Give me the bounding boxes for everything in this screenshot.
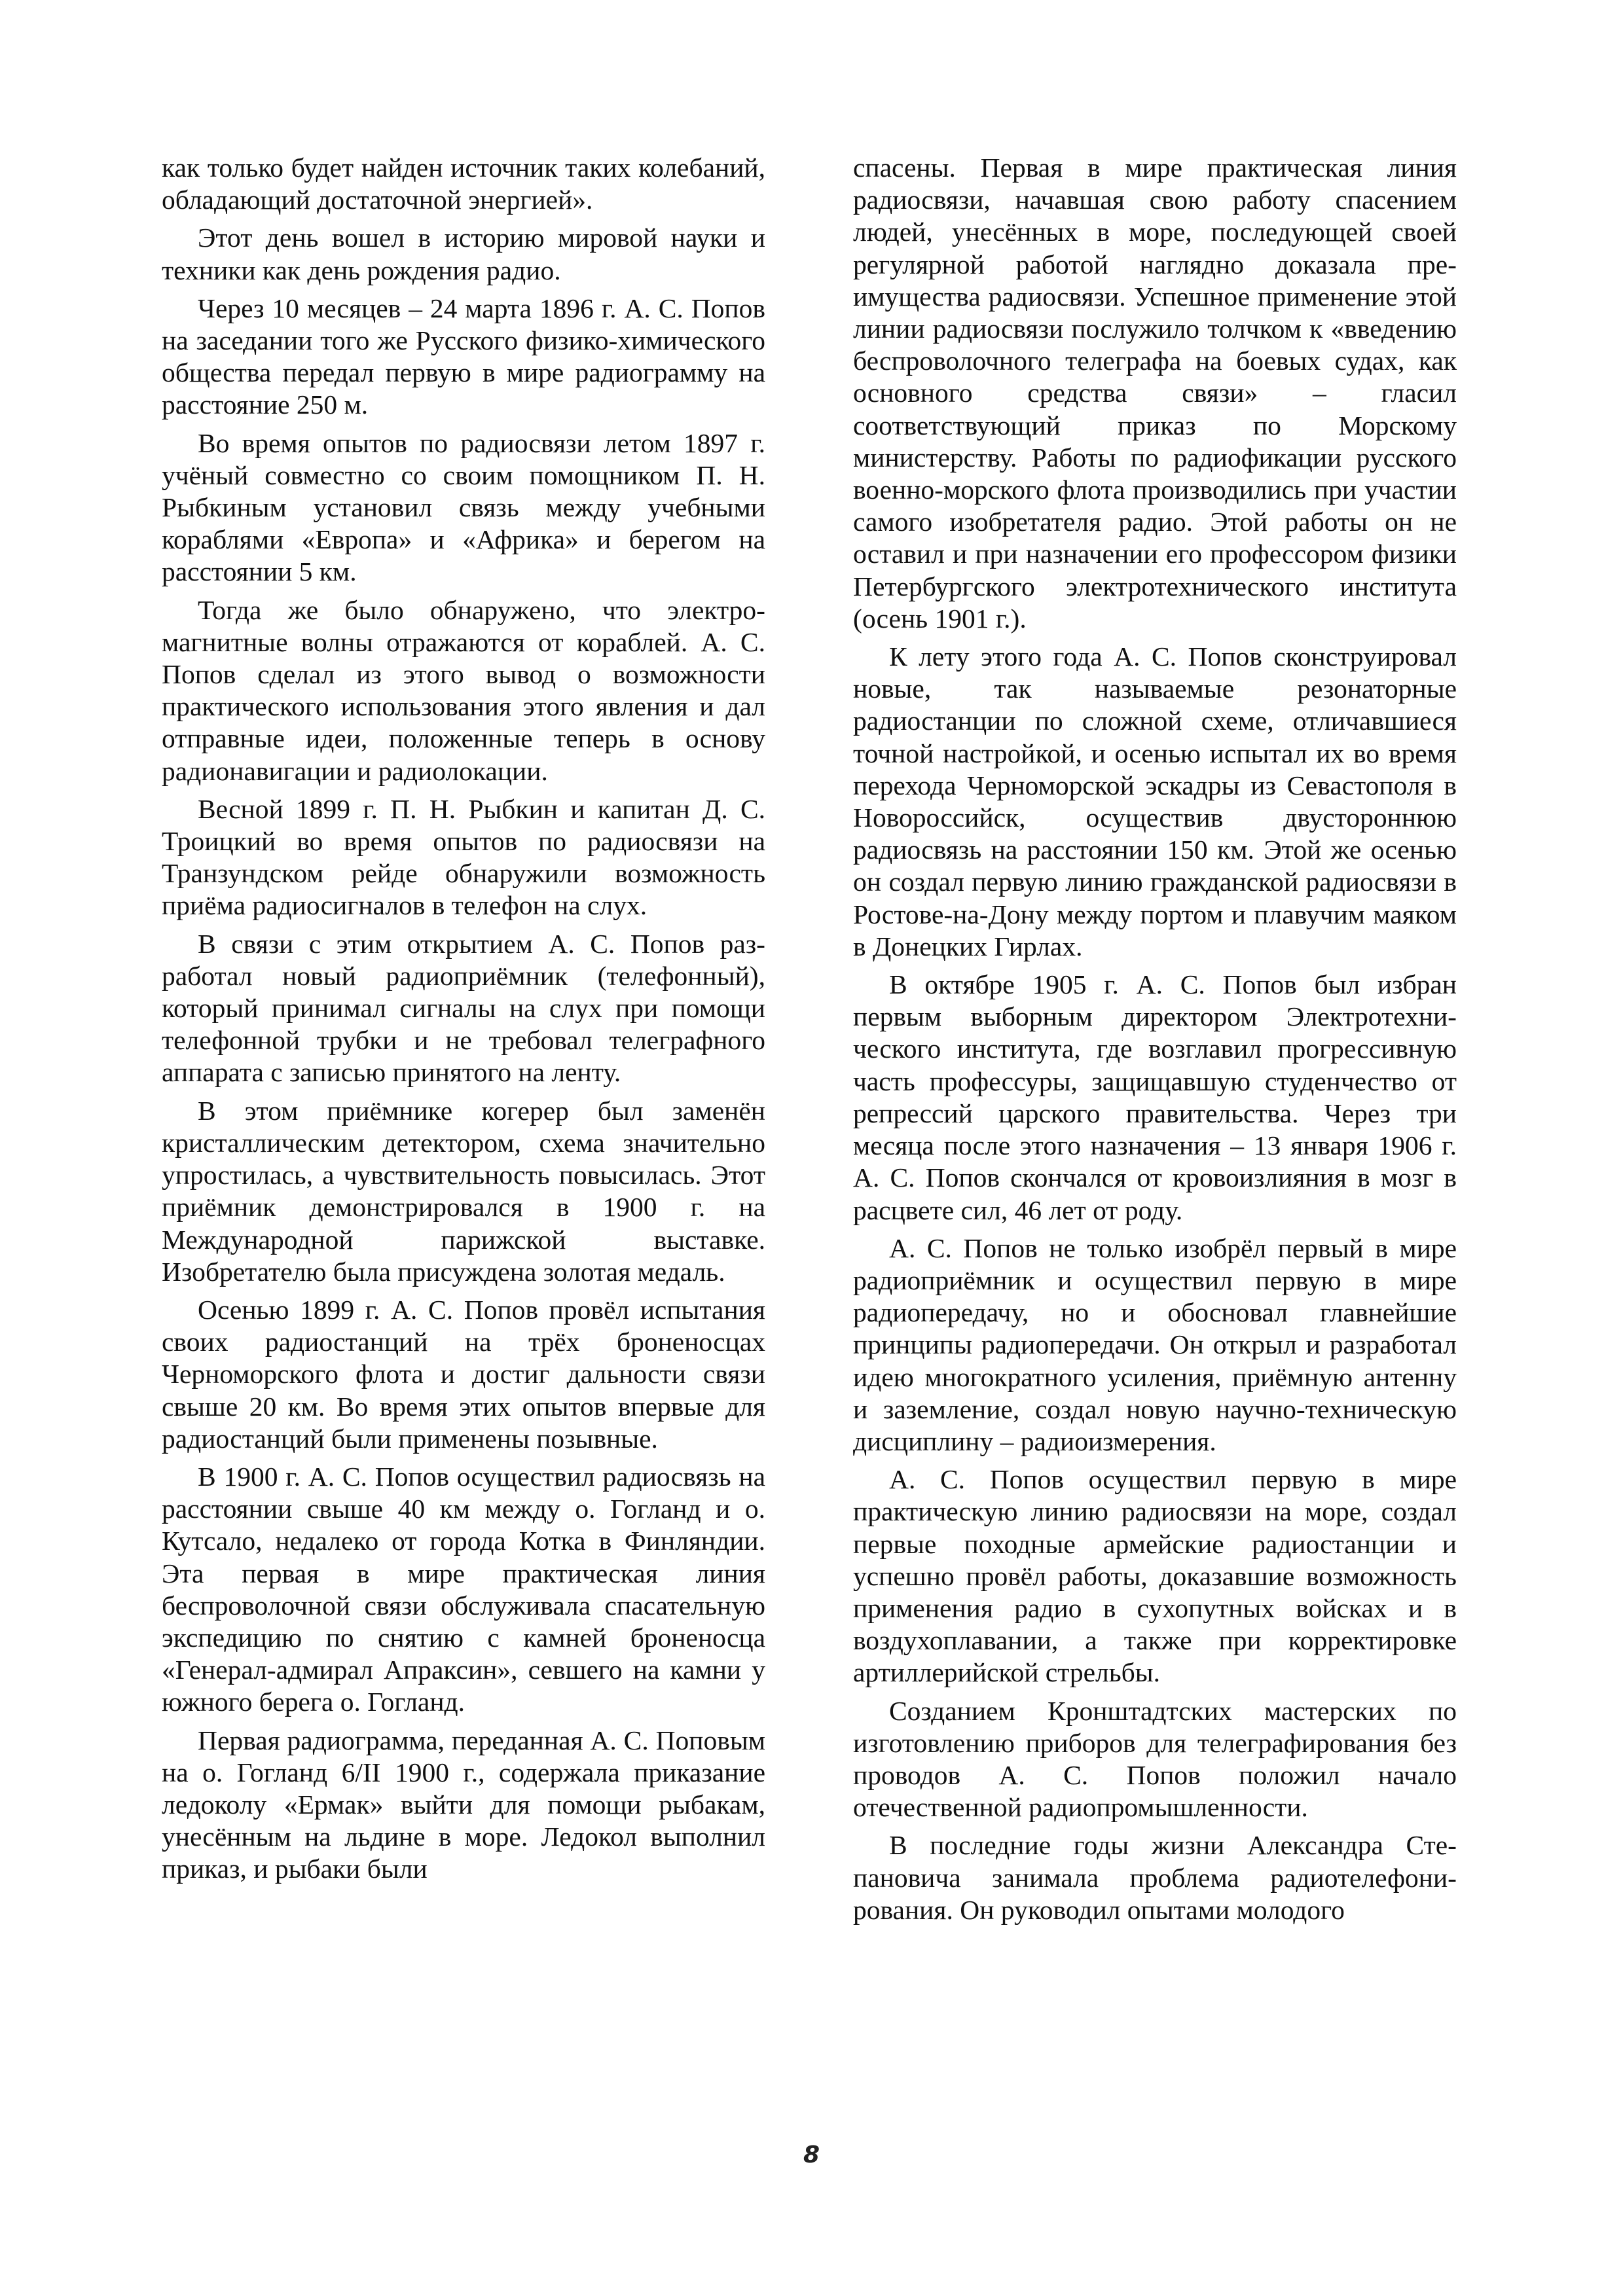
paragraph: как только будет найден источник таких колебаний, обладающий достаточной энергией». [162,152,765,215]
right-text-column [853,152,1457,1932]
paragraph: А. С. Попов не только изобрёл первый в мире радиоприёмник и осуществил первую в мире радиопередачу, но и обосновал главнейшие принципы радиопередачи. Он открыл и разработал идею многократного усиления, приёмную антенну и заземление, создал новую научно-техническую дисциплину – радиоизмерения. [853,1232,1457,1456]
paragraph: Весной 1899 г. П. Н. Рыбкин и капитан Д. С. Троицкий во время опытов по радиосвязи на Транзундском рейде обнаружили возможность приёма радиосигналов в телефон на слух. [162,793,765,921]
paragraph: В этом приёмнике когерер был заменён кристаллическим детектором, схема значительно упростилась, а чувствительность повысилась. Этот приёмник демонстрировался в 1900 г. на Международной парижской выставке. Изобретателю была присуждена золотая медаль. [162,1095,765,1287]
left-text-column [162,152,765,1892]
page-number: 8 [803,2142,820,2168]
paragraph: В связи с этим открытием А. С. Попов разработал новый радиоприёмник (телефонный), который принимал сигналы на слух при помощи телефонной трубки и не требовал телеграфного аппарата с записью принятого на ленту. [162,928,765,1088]
paragraph: Во время опытов по радиосвязи летом 1897 г. учёный совместно со своим помощником П. Н. Рыбкиным установил связь между учебными кораблями «Европа» и «Африка» и берегом на расстоянии 5 км. [162,427,765,587]
paragraph: Созданием Кронштадтских мастерских по изготовлению приборов для телеграфирования без проводов А. С. Попов положил начало отечественной радиопромышленности. [853,1695,1457,1823]
paragraph: Этот день вошел в историю мировой науки и техники как день рождения радио. [162,223,765,285]
paragraph: Тогда же было обнаружено, что электромагнитные волны отражаются от кораблей. А. С. Попов сделал из этого вывод о возможности практического использования этого явления и дал отправные идеи, положенные теперь в основу радионавигации и радиолокации. [162,594,765,786]
paragraph: Через 10 месяцев – 24 марта 1896 г. А. С. Попов на заседании того же Русского физико-химического общества передал первую в мире радиограмму на расстояние 250 м. [162,293,765,420]
paragraph: В 1900 г. А. С. Попов осуществил радиосвязь на расстоянии свыше 40 км между о. Гогланд и о. Кутсало, недалеко от города Котка в Финляндии. Эта первая в мире практическая линия беспроволочной связи обслуживала спасательную экспедицию по снятию с камней броненосца «Генерал-адмирал Апраксин», севшего на камни у южного берега о. Гогланд. [162,1461,765,1717]
paragraph: А. С. Попов осуществил первую в мире практическую линию радиосвязи на море, создал первые походные армейские радиостанции и успешно провёл работы, доказавшие возможность применения радио в сухопутных войсках и в воздухоплавании, а также при корректировке артиллерийской стрельбы. [853,1464,1457,1688]
paragraph: В последние годы жизни Александра Степановича занимала проблема радиотелефонирования. Он руководил опытами молодого [853,1830,1457,1925]
paragraph: К лету этого года А. С. Попов сконструировал новые, так называемые резонаторные радиостанции по сложной схеме, отличавшиеся точной настройкой, и осенью испытал их во время перехода Черноморской эскадры из Севастополя в Новороссийск, осуществив двустороннюю радиосвязь на расстоянии 150 км. Этой же осенью он создал первую линию гражданской радиосвязи в Ростове-на-Дону между портом и плавучим маяком в Донецких Гирлах. [853,641,1457,961]
paragraph: спасены. Первая в мире практическая линия радиосвязи, начавшая свою работу спасением людей, унесённых в море, последующей своей регулярной работой наглядно доказала преимущества радиосвязи. Успешное применение этой линии радиосвязи послужило толчком к «введению беспроволочного телеграфа на боевых судах, как основного средства связи» – гласил соответствующий приказ по Морскому министерству. Работы по радиофикации русского военно-морского флота производились при участии самого изобретателя радио. Этой работы он не оставил и при назначении его профессором физики Петербургского электротехнического института (осень 1901 г.). [853,152,1457,634]
paragraph: Осенью 1899 г. А. С. Попов провёл испытания своих радиостанций на трёх броненосцах Черноморского флота и достиг дальности связи свыше 20 км. Во время этих опытов впервые для радиостанций были применены позывные. [162,1294,765,1454]
paragraph: В октябре 1905 г. А. С. Попов был избран первым выборным директором Электротехнического института, где возглавил прогрессивную часть профессуры, защищавшую студенчество от репрессий царского правительства. Через три месяца после этого назначения – 13 января 1906 г. А. С. Попов скончался от кровоизлияния в мозг в расцвете сил, 46 лет от роду. [853,969,1457,1225]
paragraph: Первая радиограмма, переданная А. С. Поповым на о. Гогланд 6/II 1900 г., содержала приказание ледоколу «Ермак» выйти для помощи рыбакам, унесённым на льдине в море. Ледокол выполнил приказ, и рыбаки были [162,1725,765,1884]
